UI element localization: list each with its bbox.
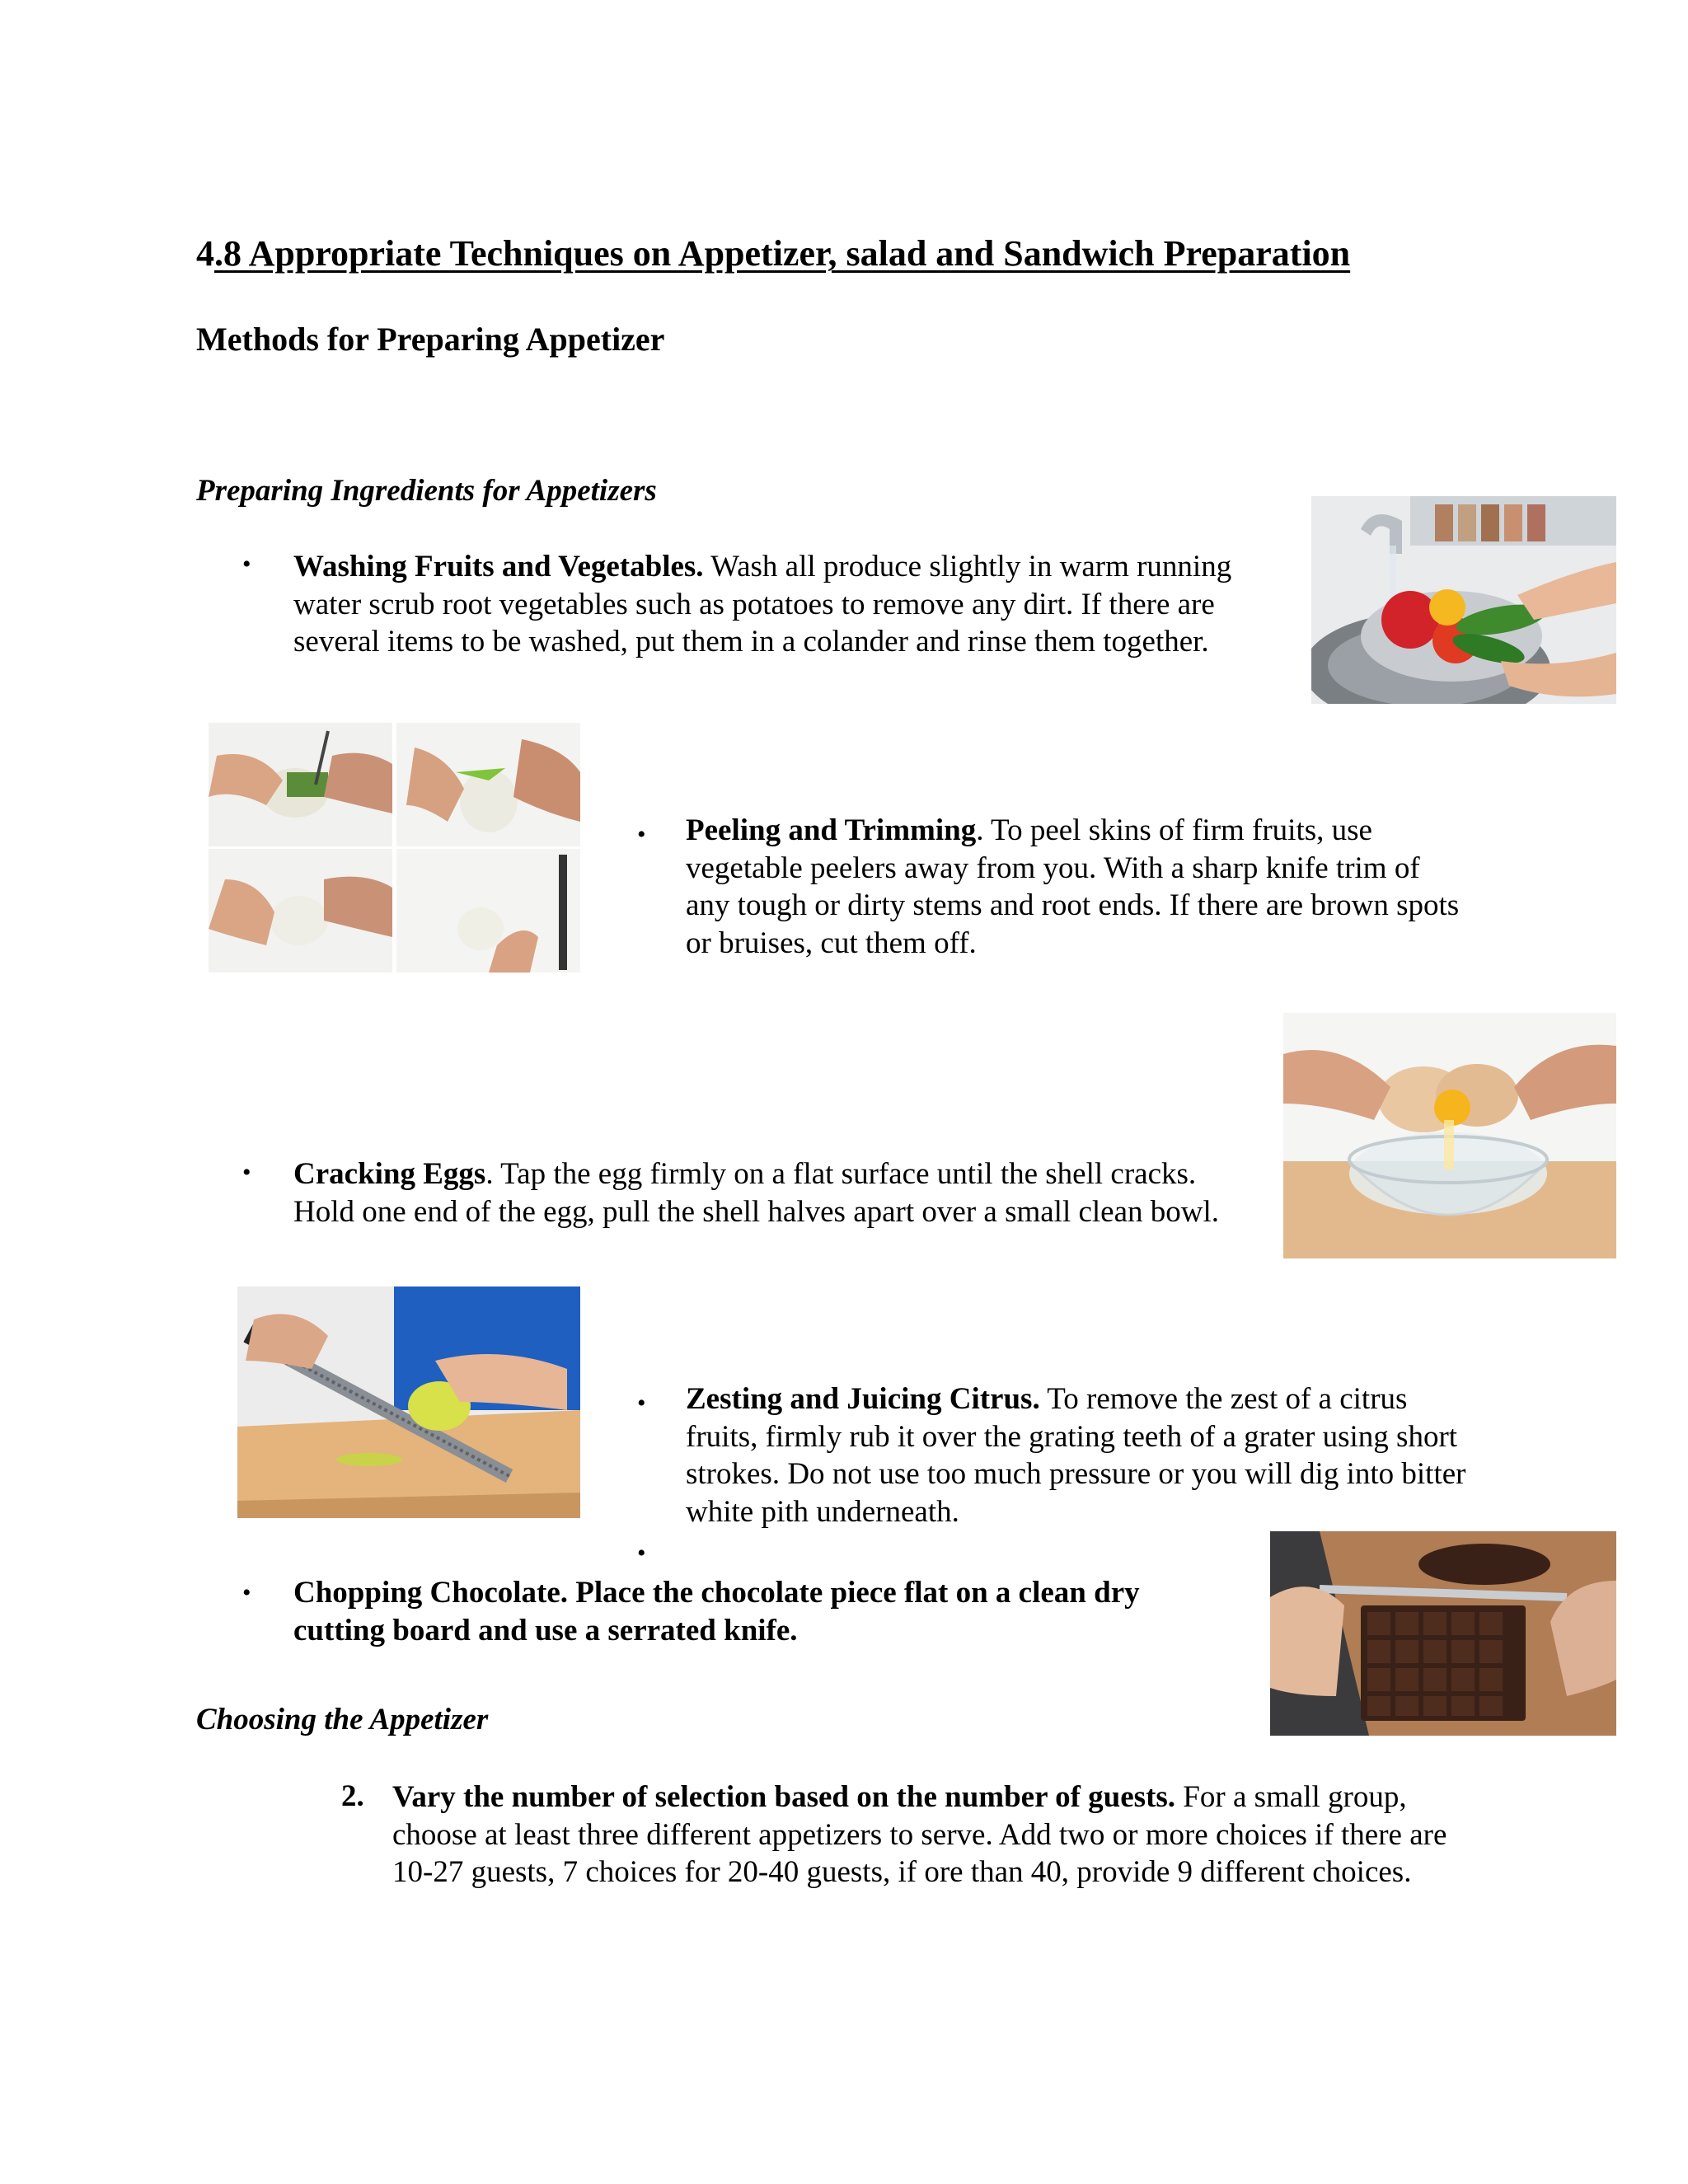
page-title: [196, 232, 1350, 274]
item-eggs-text: . Tap the egg firmly on a flat surface until the shell cracks. Hold one end of the egg, pull the shell halves apart over a small clean bowl.: [293, 1157, 1220, 1229]
title-text: .8 Appropriate Techniques on Appetizer, salad and Sandwich Preparation: [214, 233, 1351, 274]
bullet-empty: •: [637, 1540, 646, 1567]
item-peeling-title: Peeling and Trimming: [686, 813, 977, 847]
subsection-preparing: Preparing Ingredients for Appetizers: [196, 474, 657, 508]
item-washing: [293, 548, 1291, 661]
bullet-peeling: •: [637, 821, 646, 848]
chopping-chocolate-photo: [1270, 1531, 1616, 1736]
list-number: 2.: [341, 1779, 364, 1813]
item-peeling-text: . To peel skins of firm fruits, use vegetable peelers away from you. With a sharp knife trim of any tough or dirty stems and root ends. If there are brown spots or bruises, cut them off.: [686, 813, 1460, 960]
item-zesting-title: Zesting and Juicing Citrus.: [686, 1382, 1040, 1416]
item-vary-text: For a small group, choose at least three different appetizers to serve. Add two or more choices if there are 10-27 guests, 7 choices for 20-40 guests, if ore than 40, provide 9 different choices.: [392, 1780, 1447, 1889]
item-zesting: [686, 1380, 1477, 1530]
bullet-zesting: •: [637, 1390, 646, 1417]
subsection-choosing: Choosing the Appetizer: [196, 1703, 489, 1736]
item-washing-title: Washing Fruits and Vegetables.: [293, 550, 704, 583]
peeling-onion-photo: [209, 723, 580, 972]
bullet-washing: •: [242, 551, 251, 578]
item-eggs: [293, 1155, 1233, 1230]
washing-vegetables-photo: [1311, 496, 1616, 704]
item-peeling: [686, 812, 1461, 962]
title-prefix: 4: [196, 233, 214, 274]
section-heading: Methods for Preparing Appetizer: [196, 321, 665, 358]
item-vary-title: Vary the number of selection based on the number of guests.: [392, 1780, 1176, 1814]
item-zesting-text: To remove the zest of a citrus fruits, firmly rub it over the grating teeth of a grater using short strokes. Do not use too much pressure or you will dig into bitter white pith underneath.: [686, 1382, 1466, 1529]
item-eggs-title: Cracking Eggs: [293, 1157, 486, 1191]
item-chocolate: Chopping Chocolate. Place the chocolate piece flat on a clean dry cutting board and use a serrated knife.: [293, 1576, 1140, 1647]
item-washing-text: Wash all produce slightly in warm running water scrub root vegetables such as potatoes to remove any dirt. If there are several items to be washed, put them in a colander and rinse them together.: [293, 550, 1232, 658]
zesting-lime-photo: [237, 1286, 580, 1518]
bullet-eggs: •: [242, 1159, 251, 1186]
cracking-egg-photo: [1283, 1013, 1616, 1258]
bullet-chocolate: •: [242, 1579, 251, 1606]
item-vary-selection: [392, 1779, 1489, 1891]
